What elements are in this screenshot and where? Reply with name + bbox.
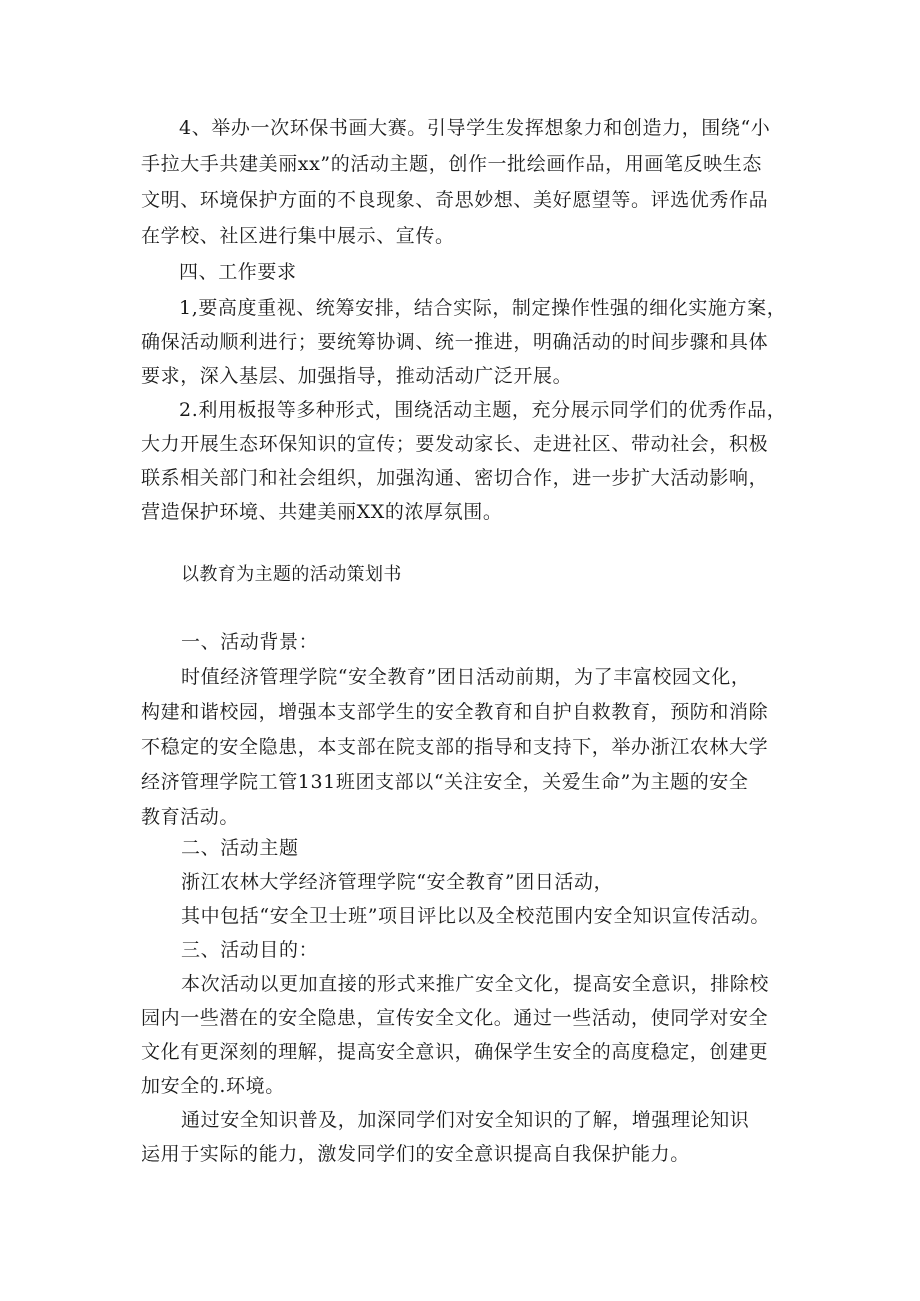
req2-line-2: 大力开展生态环保知识的宣传；要发动家长、走进社区、带动社会，积极 bbox=[141, 433, 769, 455]
purpose2-line-1: 通过安全知识普及，加深同学们对安全知识的了解，增强理论知识 bbox=[181, 1109, 750, 1131]
purpose1-line-3: 文化有更深刻的理解，提高安全意识，确保学生安全的高度稳定，创建更 bbox=[141, 1041, 769, 1063]
background-line-5: 教育活动。 bbox=[141, 806, 240, 828]
item4-line-2: 手拉大手共建美丽xx”的活动主题，创作一批绘画作品，用画笔反映生态 bbox=[141, 153, 762, 175]
purpose1-line-1: 本次活动以更加直接的形式来推广安全文化，提高安全意识，排除校 bbox=[181, 973, 770, 995]
req1-line-2: 确保活动顺利进行；要统筹协调、统一推进，明确活动的时间步骤和具体 bbox=[141, 331, 769, 353]
req2-line-4: 营造保护环境、共建美丽XX的浓厚氛围。 bbox=[141, 501, 503, 523]
item4-line-3: 文明、环境保护方面的不良现象、奇思妙想、美好愿望等。评选优秀作品 bbox=[141, 189, 769, 211]
purpose1-line-2: 园内一些潜在的安全隐患，宣传安全文化。通过一些活动，使同学对安全 bbox=[141, 1007, 769, 1029]
section-heading-background: 一、活动背景： bbox=[181, 631, 319, 653]
req2-line-1: 2.利用板报等多种形式，围绕活动主题，充分展示同学们的优秀作品， bbox=[179, 399, 787, 421]
theme-line-1: 浙江农林大学经济管理学院“安全教育”团日活动， bbox=[181, 871, 614, 893]
purpose2-line-2: 运用于实际的能力，激发同学们的安全意识提高自我保护能力。 bbox=[141, 1143, 690, 1165]
section-heading-theme: 二、活动主题 bbox=[181, 837, 299, 859]
req1-line-1: 1,要高度重视、统筹安排，结合实际，制定操作性强的细化实施方案， bbox=[179, 297, 787, 319]
item4-line-4: 在学校、社区进行集中展示、宣传。 bbox=[141, 225, 455, 247]
section-heading-work-requirements: 四、工作要求 bbox=[179, 261, 297, 283]
background-line-3: 不稳定的安全隐患，本支部在院支部的指导和支持下，举办浙江农林大学 bbox=[141, 736, 769, 758]
theme-line-2: 其中包括“安全卫士班”项目评比以及全校范围内安全知识宣传活动。 bbox=[181, 905, 771, 927]
req1-line-3: 要求，深入基层、加强指导，推动活动广泛开展。 bbox=[141, 365, 573, 387]
section-heading-purpose: 三、活动目的： bbox=[181, 939, 319, 961]
req2-line-3: 联系相关部门和社会组织，加强沟通、密切合作，进一步扩大活动影响， bbox=[141, 467, 769, 489]
document-title: 以教育为主题的活动策划书 bbox=[181, 564, 402, 585]
background-line-4: 经济管理学院工管131班团支部以“关注安全，关爱生命”为主题的安全 bbox=[141, 771, 749, 793]
item4-line-1: 4、举办一次环保书画大赛。引导学生发挥想象力和创造力，围绕“小 bbox=[179, 117, 771, 139]
purpose1-line-4: 加安全的.环境。 bbox=[141, 1075, 285, 1097]
background-line-2: 构建和谐校园，增强本支部学生的安全教育和自护自救教育，预防和消除 bbox=[141, 701, 769, 723]
background-line-1: 时值经济管理学院“安全教育”团日活动前期，为了丰富校园文化， bbox=[181, 666, 751, 688]
